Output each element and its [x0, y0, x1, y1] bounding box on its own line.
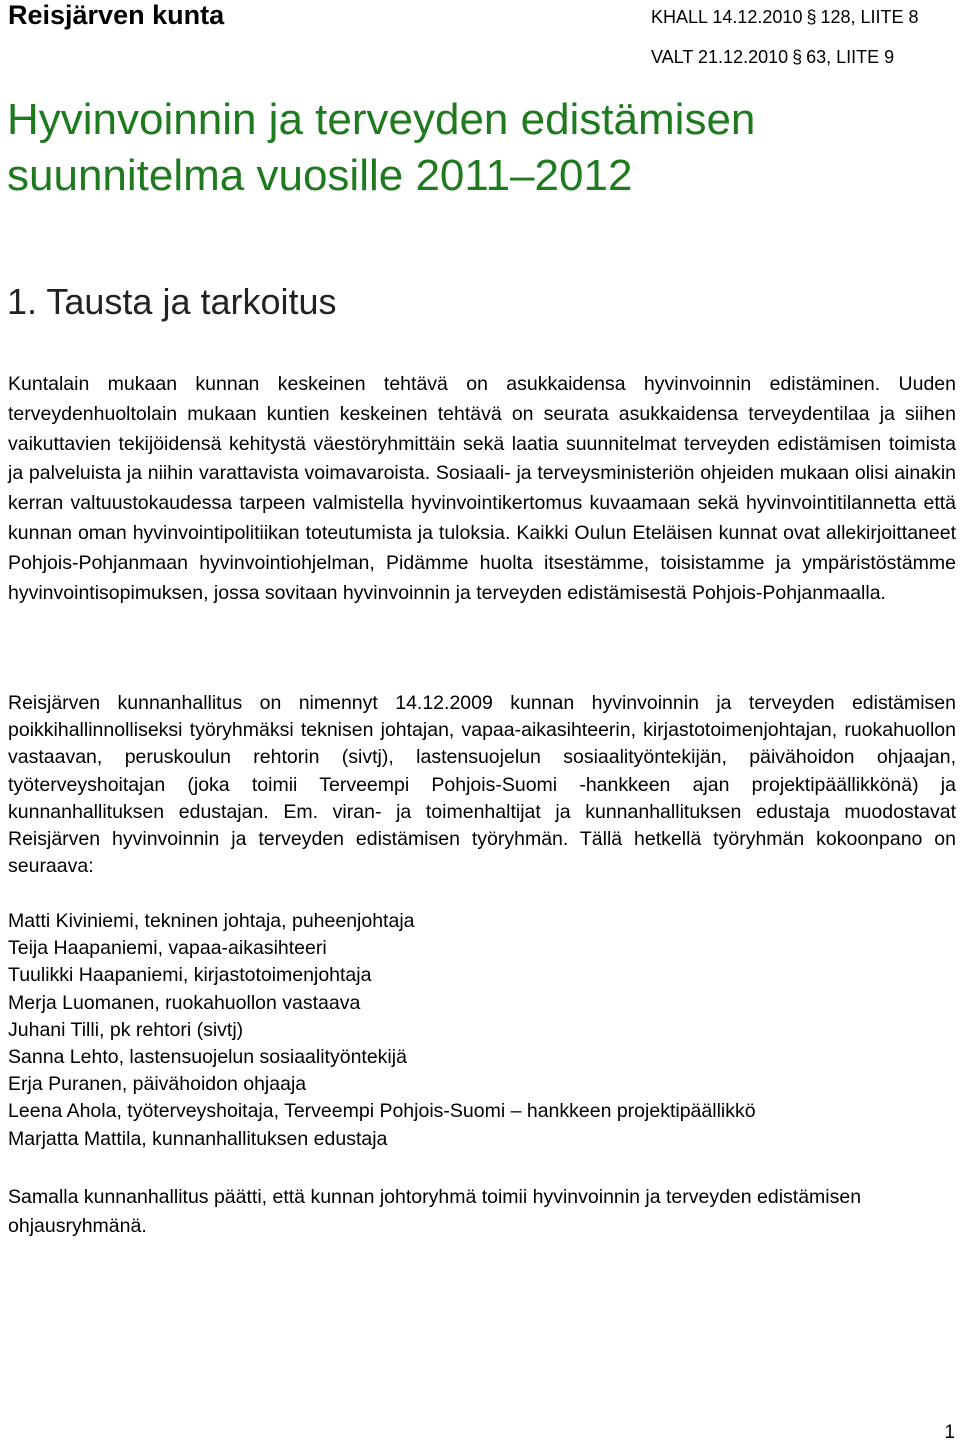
reference-block	[651, 6, 919, 68]
member-list-item: Teija Haapaniemi, vapaa-aikasihteeri	[8, 937, 327, 960]
member-list-item: Matti Kiviniemi, tekninen johtaja, puheenjohtaja	[8, 910, 415, 932]
member-list-item: Sanna Lehto, lastensuojelun sosiaalityöntekijä	[8, 1046, 407, 1069]
reference-date: KHALL 14.12.2010	[651, 7, 803, 27]
member-list-item: Erja Puranen, päivähoidon ohjaaja	[8, 1073, 307, 1096]
member-list-item: Merja Luomanen, ruokahuollon vastaava	[8, 991, 361, 1014]
paragraph-working-group: Reisjärven kunnanhallitus on nimennyt 14.12.2009 kunnan hyvinvoinnin ja terveyden edistämisen poikkihallinnolliseksi työryhmäksi teknisen johtajan, vapaa-aikasihteerin, kirjastotoimenjohtajan, ruokahuollon vastaavan, peruskoulun rehtorin (sivtj), lastensuojelun sosiaalityöntekijän, päivähoidon ohjaajan, työterveyshoitajan (joka toimii Terveempi Pohjois-Suomi -hankkeen ajan projektipäällikkönä) ja kunnanhallituksen edustajan. Em. viran- ja toimenhaltijat ja kunnanhallituksen edustaja muodostavat Reisjärven hyvinvoinnin ja terveyden edistämisen työryhmän. Tällä hetkellä työryhmän kokoonpano on seuraava:	[8, 692, 956, 878]
reference-number: 128, LIITE 8	[820, 7, 919, 27]
section-sign-icon: §	[792, 47, 803, 67]
reference-line-khall	[651, 6, 919, 28]
section-heading: 1. Tausta ja tarkoitus	[7, 281, 337, 322]
document-title	[7, 92, 947, 204]
section-sign-icon: §	[806, 7, 817, 27]
document-title-line-1: Hyvinvoinnin ja terveyden edistämisen	[7, 95, 756, 144]
reference-number: 63, LIITE 9	[806, 47, 895, 67]
member-list	[8, 908, 956, 1153]
organization-name: Reisjärven kunta	[8, 0, 225, 30]
member-list-item: Juhani Tilli, pk rehtori (sivtj)	[8, 1018, 244, 1041]
member-list-item: Marjatta Mattila, kunnanhallituksen edustaja	[8, 1127, 388, 1150]
paragraph-steering-group: Samalla kunnanhallitus päätti, että kunnan johtoryhmä toimii hyvinvoinnin ja terveyden edistämisen ohjausryhmänä.	[8, 1186, 862, 1237]
page-number: 1	[944, 1422, 955, 1443]
document-title-line-2: suunnitelma vuosille 2011–2012	[7, 151, 633, 200]
paragraph-background: Kuntalain mukaan kunnan keskeinen tehtävä on asukkaidensa hyvinvoinnin edistäminen. Uuden terveydenhuoltolain mukaan kuntien keskeinen tehtävä on seurata asukkaidensa terveydentilaa ja siihen vaikuttavien tekijöidensä kehitystä väestöryhmittäin sekä laatia suunnitelmat terveyden edistämisen toimista ja palveluista ja niihin varattavista voimavaroista. Sosiaali- ja terveysministeriön ohjeiden mukaan olisi ainakin kerran valtuustokaudessa tarpeen valmistella hyvinvointikertomus kuvaamaan sekä hyvinvointitilannetta että kunnan oman hyvinvointipolitiikan toteutumista ja tuloksia. Kaikki Oulun Eteläisen kunnat ovat allekirjoittaneet Pohjois-Pohjanmaan hyvinvointiohjelman, Pidämme huolta itsestämme, toisistamme ja ympäristöstämme hyvinvointisopimuksen, jossa sovitaan hyvinvoinnin ja terveyden edistämisestä Pohjois-Pohjanmaalla.	[8, 373, 956, 604]
reference-line-valt	[651, 46, 919, 68]
member-list-item: Tuulikki Haapaniemi, kirjastotoimenjohtaja	[8, 964, 372, 987]
member-list-item: Leena Ahola, työterveyshoitaja, Terveempi Pohjois-Suomi – hankkeen projektipäällikkö	[8, 1100, 756, 1123]
reference-date: VALT 21.12.2010	[651, 47, 789, 67]
